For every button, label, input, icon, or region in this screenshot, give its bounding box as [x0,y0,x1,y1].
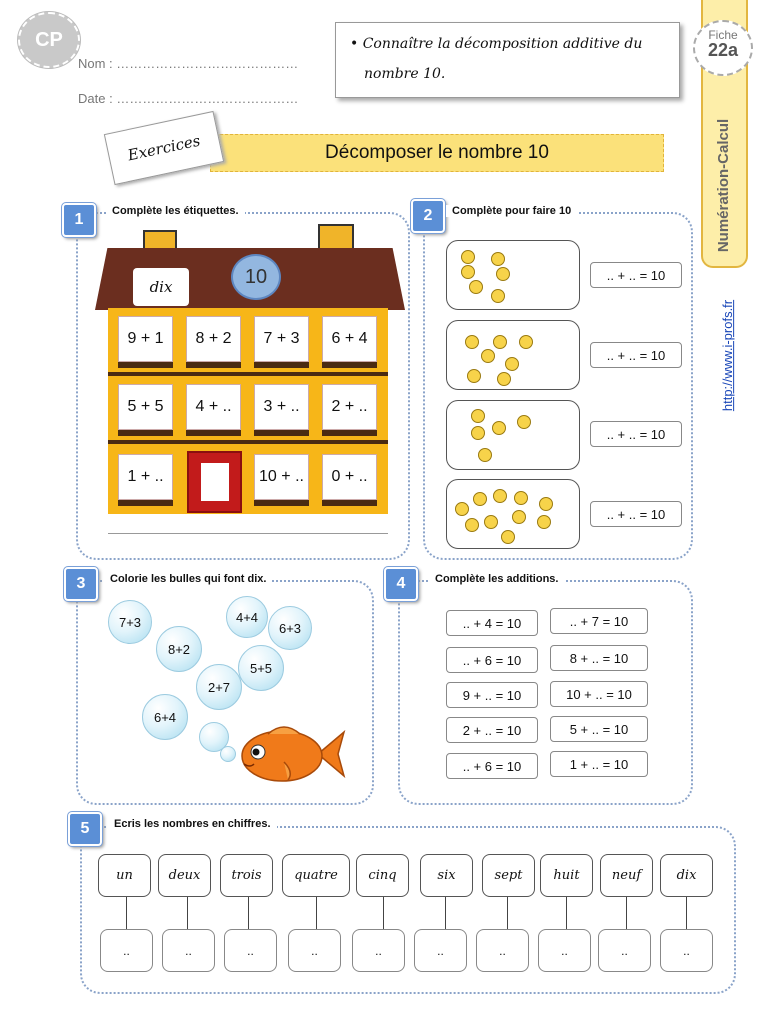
window-4: 6 + 4 [322,316,377,362]
connector-line [686,897,687,929]
exercises-card: Exercices [104,111,224,185]
page-title: Décomposer le nombre 10 [210,134,664,172]
window-sill [254,500,309,506]
ex5-number-badge: 5 [68,812,102,846]
window-sill [254,430,309,436]
connector-line [507,897,508,929]
connector-line [383,897,384,929]
roof-number: 10 [231,254,281,300]
connector-line [626,897,627,929]
dot-card-1 [446,240,580,310]
addition-left-2[interactable]: .. + 6 = 10 [446,647,538,673]
word-card-1: un [98,854,151,897]
window-10[interactable]: 10 + .. [254,454,309,500]
answer-box-4[interactable]: .. + .. = 10 [590,501,682,527]
number-slot-10[interactable]: .. [660,929,713,972]
word-card-2: deux [158,854,211,897]
connector-line [187,897,188,929]
addition-right-4[interactable]: 5 + .. = 10 [550,716,648,742]
window-sill [322,500,377,506]
floor-line-1 [108,372,388,376]
objective-line-2: nombre 10. [364,66,446,82]
window-1: 9 + 1 [118,316,173,362]
house-door [187,451,242,513]
name-label: Nom : …………………………………… [78,56,299,71]
bubble-5[interactable]: 5+5 [238,645,284,691]
dot-card-3 [446,400,580,470]
date-label: Date : …………………………………… [78,91,299,106]
ex4-number-badge: 4 [384,567,418,601]
fiche-badge [693,20,753,76]
addition-left-1[interactable]: .. + 4 = 10 [446,610,538,636]
objective-line-1: Connaître la décomposition additive du [362,36,643,52]
answer-box-3[interactable]: .. + .. = 10 [590,421,682,447]
number-slot-2[interactable]: .. [162,929,215,972]
date-line[interactable]: …………………………………… [116,91,299,106]
window-sill [186,430,241,436]
site-link[interactable]: http://www.i-profs.fr [720,299,736,411]
number-slot-8[interactable]: .. [538,929,591,972]
objective-card: • Connaître la décomposition additive du nombre 10. [335,22,680,98]
connector-line [316,897,317,929]
floor-line-2 [108,440,388,444]
window-6[interactable]: 4 + .. [186,384,241,430]
bubble-3[interactable]: 4+4 [226,596,268,638]
bubble-4[interactable]: 6+3 [268,606,312,650]
fiche-label: Fiche [708,28,738,42]
word-card-6: six [420,854,473,897]
word-card-10: dix [660,854,713,897]
number-slot-5[interactable]: .. [352,929,405,972]
ex1-number-badge: 1 [62,203,96,237]
name-line[interactable]: …………………………………… [116,56,299,71]
window-3: 7 + 3 [254,316,309,362]
dot-card-4 [446,479,580,549]
ex2-instruction: Complète pour faire 10 [446,205,577,217]
ex2-number-badge: 2 [411,199,445,233]
number-slot-6[interactable]: .. [414,929,467,972]
addition-right-1[interactable]: .. + 7 = 10 [550,608,648,634]
number-slot-9[interactable]: .. [598,929,651,972]
window-7[interactable]: 3 + .. [254,384,309,430]
word-card-9: neuf [600,854,653,897]
small-bubble [220,746,236,762]
word-card-3: trois [220,854,273,897]
window-sill [118,500,173,506]
level-badge: CP [18,12,80,68]
ex4-instruction: Complète les additions. [429,573,564,585]
bubble-1[interactable]: 7+3 [108,600,152,644]
roof-label[interactable]: dix [133,268,189,306]
connector-line [248,897,249,929]
ex1-instruction: Complète les étiquettes. [106,205,245,217]
bubble-2[interactable]: 8+2 [156,626,202,672]
subject-label-wrap [700,110,748,260]
addition-left-3[interactable]: 9 + .. = 10 [446,682,538,708]
bubble-6[interactable]: 2+7 [196,664,242,710]
window-sill [118,362,173,368]
window-9[interactable]: 1 + .. [118,454,173,500]
fish-icon [238,722,346,786]
fiche-number: 22a [707,40,739,60]
window-sill [186,362,241,368]
ex4-box [398,580,693,805]
ex3-instruction: Colorie les bulles qui font dix. [104,573,272,585]
window-sill [254,362,309,368]
answer-box-2[interactable]: .. + .. = 10 [590,342,682,368]
addition-right-2[interactable]: 8 + .. = 10 [550,645,648,671]
window-sill [322,430,377,436]
number-slot-7[interactable]: .. [476,929,529,972]
answer-box-1[interactable]: .. + .. = 10 [590,262,682,288]
url-wrap [708,280,748,430]
window-8[interactable]: 2 + .. [322,384,377,430]
word-card-5: cinq [356,854,409,897]
addition-left-4[interactable]: 2 + .. = 10 [446,717,538,743]
number-slot-4[interactable]: .. [288,929,341,972]
number-slot-1[interactable]: .. [100,929,153,972]
connector-line [566,897,567,929]
window-sill [322,362,377,368]
window-2: 8 + 2 [186,316,241,362]
ground-line [108,533,388,534]
dot-card-2 [446,320,580,390]
bubble-7[interactable]: 6+4 [142,694,188,740]
ex3-number-badge: 3 [64,567,98,601]
window-11[interactable]: 0 + .. [322,454,377,500]
addition-right-5[interactable]: 1 + .. = 10 [550,751,648,777]
connector-line [126,897,127,929]
ex5-instruction: Ecris les nombres en chiffres. [108,818,277,830]
word-card-8: huit [540,854,593,897]
subject-label: Numération-Calcul [715,118,733,252]
window-sill [118,430,173,436]
word-card-7: sept [482,854,535,897]
addition-right-3[interactable]: 10 + .. = 10 [550,681,648,707]
addition-left-5[interactable]: .. + 6 = 10 [446,753,538,779]
connector-line [445,897,446,929]
number-slot-3[interactable]: .. [224,929,277,972]
word-card-4: quatre [282,854,350,897]
window-5: 5 + 5 [118,384,173,430]
